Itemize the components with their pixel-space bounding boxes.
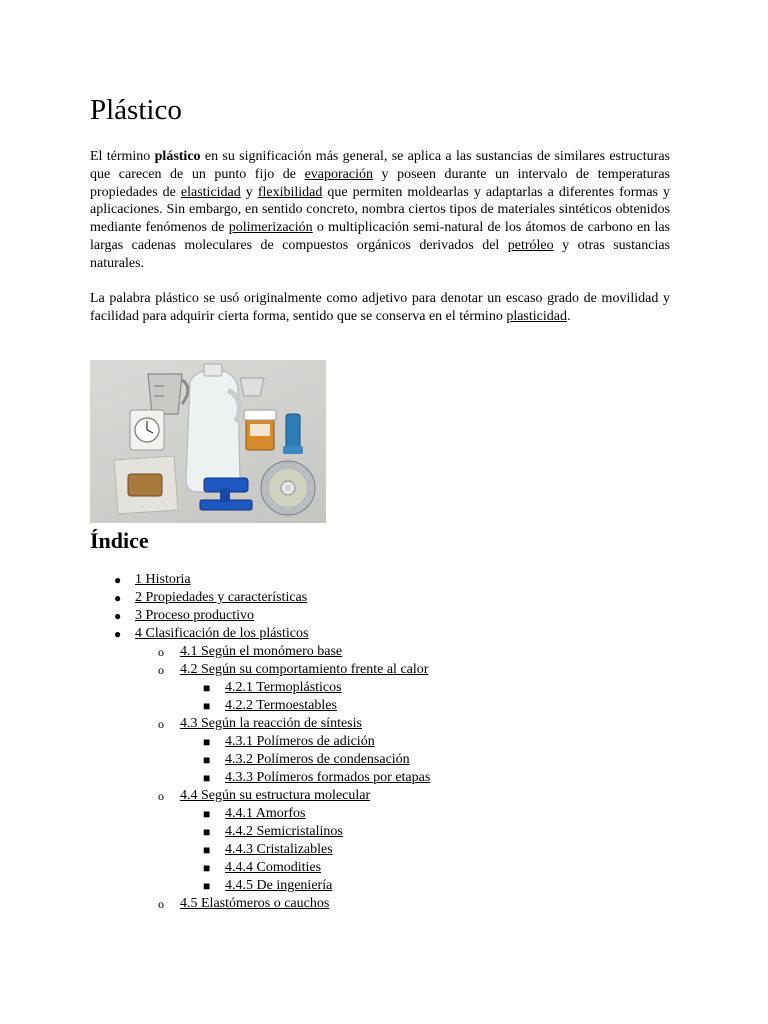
text-run: y otras sustancias naturales.	[90, 237, 670, 271]
toc-link-cristalizables[interactable]: 4.4.3 Cristalizables	[225, 842, 333, 857]
link-plasticidad[interactable]: plasticidad	[506, 308, 567, 324]
text-run: La palabra plástico se usó originalmente como adjetivo para denotar un escaso grado de movilidad y facilidad para adquirir cierta forma, sentido que se conserva en el término	[90, 291, 670, 324]
link-elasticidad[interactable]: elasticidad	[180, 184, 241, 200]
bold-term: plástico	[154, 149, 201, 164]
bullet-dot-icon: ●	[114, 609, 122, 623]
toc-link-condensacion[interactable]: 4.3.2 Polímeros de condensación	[225, 752, 410, 767]
toc-link-proceso[interactable]: 3 Proceso productivo	[135, 608, 254, 623]
bullet-dot-icon: ●	[114, 591, 122, 605]
intro-paragraph	[90, 148, 670, 273]
origin-paragraph	[90, 290, 670, 326]
toc-link-clasificacion[interactable]: 4 Clasificación de los plásticos	[135, 626, 309, 641]
bullet-circle-icon: o	[158, 789, 164, 803]
bullet-square-icon: ■	[203, 879, 211, 893]
bullet-square-icon: ■	[203, 843, 211, 857]
text-run: o multiplicación semi-natural de los átomos de carbono en las largas cadenas moleculares de compuestos orgánicos derivados del	[90, 220, 671, 253]
bullet-circle-icon: o	[158, 717, 164, 731]
bullet-square-icon: ■	[203, 825, 211, 839]
text-run: y poseen durante un intervalo de temperaturas propiedades de	[90, 166, 670, 200]
toc-link-monomero[interactable]: 4.1 Según el monómero base	[180, 644, 343, 659]
toc-link-sintesis[interactable]: 4.3 Según la reacción de síntesis	[180, 716, 362, 731]
link-evaporacion[interactable]: evaporación	[304, 166, 373, 182]
toc-link-semicristalinos[interactable]: 4.4.2 Semicristalinos	[225, 824, 343, 839]
toc-link-historia[interactable]: 1 Historia	[135, 572, 191, 587]
toc-link-calor[interactable]: 4.2 Según su comportamiento frente al calor	[180, 662, 429, 677]
bullet-square-icon: ■	[203, 699, 211, 713]
bullet-dot-icon: ●	[114, 573, 122, 587]
page-title: Plástico	[90, 94, 182, 126]
toc-link-adicion[interactable]: 4.3.1 Polímeros de adición	[225, 734, 375, 749]
bullet-square-icon: ■	[203, 861, 211, 875]
toc-link-termoestables[interactable]: 4.2.2 Termoestables	[225, 698, 337, 713]
text-run: en su significación más general, se aplica a las sustancias de similares estructuras que carecen de un punto fijo de	[90, 149, 670, 182]
toc-link-ingenieria[interactable]: 4.4.5 De ingeniería	[225, 878, 333, 893]
bullet-dot-icon: ●	[114, 627, 122, 641]
text-run: que permiten moldearlas y adaptarlas a diferentes formas y aplicaciones. Sin embargo, en sentido concreto, nombra ciertos tipos de materiales sintéticos obtenidos mediante fenómenos de	[90, 184, 671, 236]
bullet-square-icon: ■	[203, 753, 211, 767]
toc-link-propiedades[interactable]: 2 Propiedades y características	[135, 590, 308, 605]
toc-link-termoplasticos[interactable]: 4.2.1 Termoplásticos	[225, 680, 342, 695]
toc-link-elastomeros[interactable]: 4.5 Elastómeros o cauchos	[180, 896, 330, 911]
index-heading: Índice	[90, 528, 149, 553]
text-run: .	[566, 308, 571, 324]
bullet-circle-icon: o	[158, 897, 164, 911]
link-petroleo[interactable]: petróleo	[507, 237, 554, 253]
bullet-square-icon: ■	[203, 771, 211, 785]
bullet-circle-icon: o	[158, 663, 164, 677]
bullet-square-icon: ■	[203, 735, 211, 749]
toc-link-estructura[interactable]: 4.4 Según su estructura molecular	[180, 788, 371, 803]
bullet-circle-icon: o	[158, 645, 164, 659]
toc-link-amorfos[interactable]: 4.4.1 Amorfos	[225, 806, 306, 821]
link-polimerizacion[interactable]: polimerización	[228, 220, 313, 236]
bullet-square-icon: ■	[203, 681, 211, 695]
bullet-square-icon: ■	[203, 807, 211, 821]
plastic-objects-illustration	[90, 360, 326, 523]
link-flexibilidad[interactable]: flexibilidad	[257, 184, 323, 200]
toc-link-etapas[interactable]: 4.3.3 Polímeros formados por etapas	[225, 770, 431, 785]
plastic-objects-photo	[90, 360, 326, 523]
text-run: El término	[90, 149, 155, 164]
toc-link-comodities[interactable]: 4.4.4 Comodities	[225, 860, 322, 875]
text-run: y	[240, 184, 258, 200]
